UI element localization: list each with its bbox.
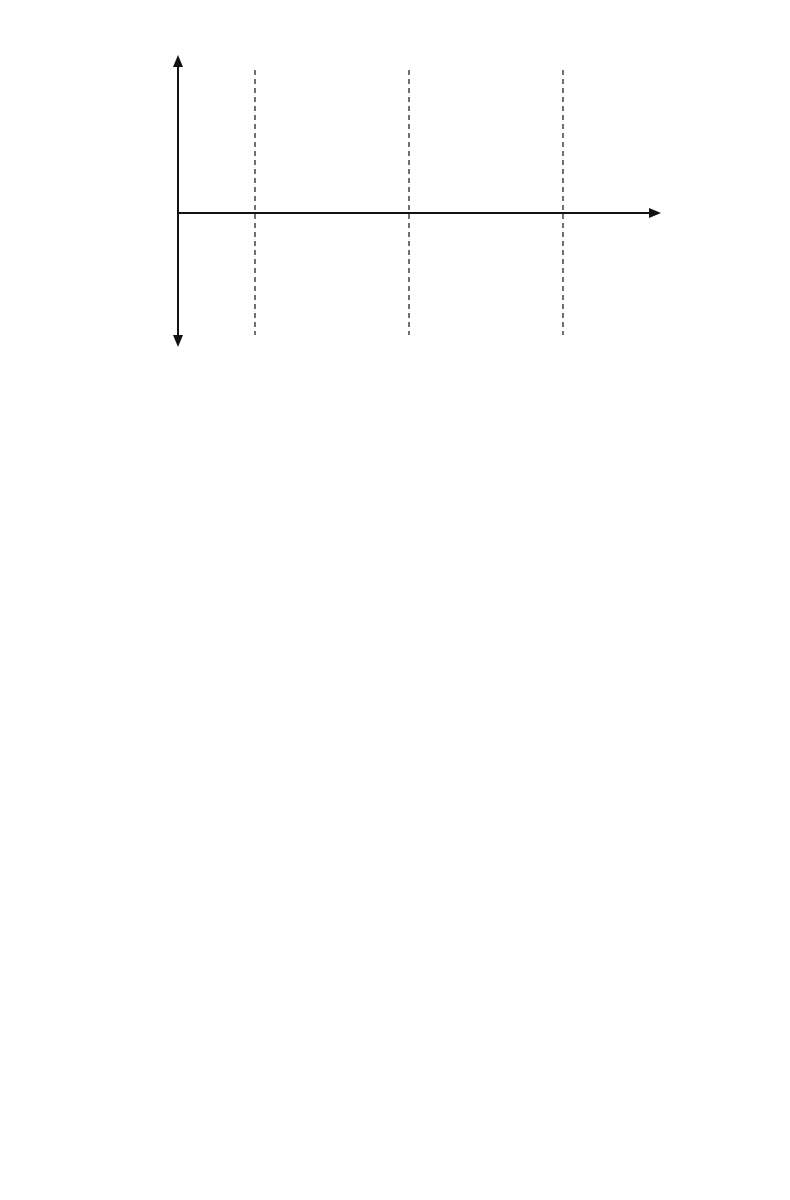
y-axis-arrow-down	[173, 335, 183, 347]
body-text	[61, 414, 753, 417]
asymptotes	[255, 70, 563, 335]
impedance-frequency-figure	[120, 25, 680, 365]
y-axis-arrow-up	[173, 55, 183, 67]
x-axis-arrow	[649, 208, 661, 218]
